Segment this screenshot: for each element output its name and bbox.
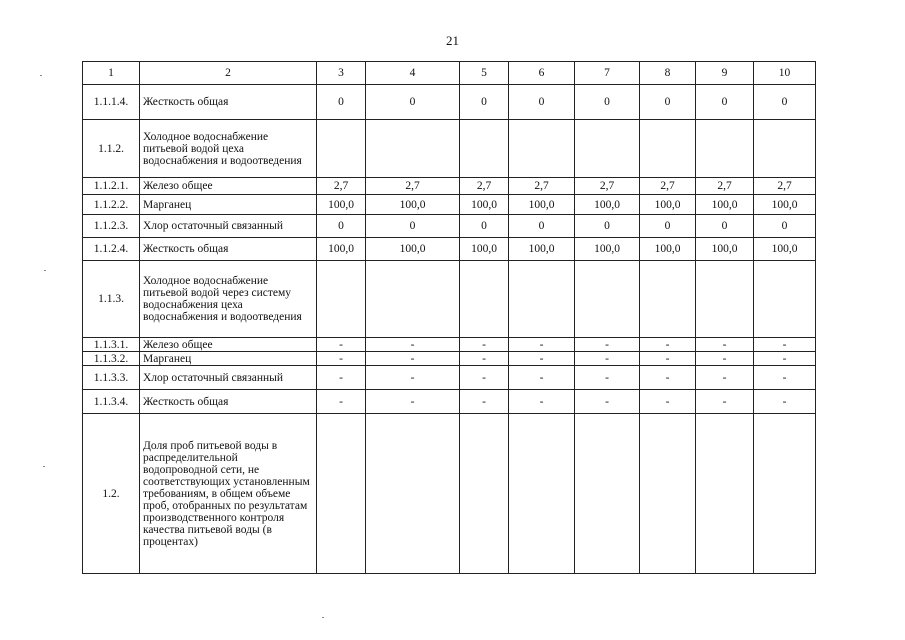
- value-cell: [696, 414, 754, 574]
- header-cell: 8: [640, 62, 696, 85]
- table-row: [83, 178, 816, 195]
- value-cell: [509, 261, 575, 338]
- value-cell: 100,0: [696, 195, 754, 215]
- page-number: 21: [446, 33, 459, 48]
- value-cell: [460, 414, 509, 574]
- value-cell: [317, 261, 366, 338]
- value-cell: 0: [317, 85, 366, 120]
- value-cell: -: [509, 366, 575, 390]
- value-cell: [640, 414, 696, 574]
- value-cell: [366, 261, 460, 338]
- value-cell: 100,0: [317, 195, 366, 215]
- value-cell: 100,0: [640, 195, 696, 215]
- value-cell: -: [366, 338, 460, 352]
- row-name: Холодное водоснабжение питьевой водой через систему водоснабжения цеха водоснабжения и водоотведения: [140, 261, 317, 338]
- value-cell: -: [317, 366, 366, 390]
- value-cell: [317, 414, 366, 574]
- value-cell: -: [509, 338, 575, 352]
- value-cell: -: [460, 338, 509, 352]
- row-code: 1.1.2.3.: [83, 215, 140, 238]
- value-cell: [754, 120, 816, 178]
- row-code: 1.1.2.: [83, 120, 140, 178]
- row-name: Железо общее: [140, 338, 317, 352]
- value-cell: [509, 120, 575, 178]
- row-name: Жесткость общая: [140, 390, 317, 414]
- value-cell: 100,0: [509, 195, 575, 215]
- value-cell: [509, 414, 575, 574]
- header-cell: 4: [366, 62, 460, 85]
- row-code: 1.2.: [83, 414, 140, 574]
- row-code: 1.1.2.1.: [83, 178, 140, 195]
- row-name: Доля проб питьевой воды в распределительной водопроводной сети, не соответствующих установленным требованиям, в общем объеме проб, отобранных по результатам производственного контроля качества питьевой воды (в процентах): [140, 414, 317, 574]
- data-table: [82, 61, 816, 574]
- table-row: [83, 352, 816, 366]
- value-cell: -: [460, 352, 509, 366]
- value-cell: 100,0: [640, 238, 696, 261]
- row-name: Жесткость общая: [140, 238, 317, 261]
- value-cell: 100,0: [460, 195, 509, 215]
- value-cell: -: [640, 338, 696, 352]
- value-cell: 2,7: [509, 178, 575, 195]
- value-cell: [575, 120, 640, 178]
- value-cell: -: [696, 366, 754, 390]
- table-row: [83, 120, 816, 178]
- row-name: Хлор остаточный связанный: [140, 215, 317, 238]
- header-cell: 1: [83, 62, 140, 85]
- header-cell: 3: [317, 62, 366, 85]
- table-row: [83, 414, 816, 574]
- value-cell: [640, 261, 696, 338]
- row-code: 1.1.3.: [83, 261, 140, 338]
- table-row: [83, 85, 816, 120]
- value-cell: 100,0: [317, 238, 366, 261]
- table-row: [83, 390, 816, 414]
- value-cell: [754, 261, 816, 338]
- value-cell: 100,0: [509, 238, 575, 261]
- value-cell: [754, 414, 816, 574]
- value-cell: 100,0: [575, 195, 640, 215]
- value-cell: -: [754, 338, 816, 352]
- value-cell: 2,7: [575, 178, 640, 195]
- value-cell: -: [509, 390, 575, 414]
- value-cell: -: [575, 390, 640, 414]
- header-cell: 6: [509, 62, 575, 85]
- value-cell: 2,7: [696, 178, 754, 195]
- value-cell: [460, 261, 509, 338]
- value-cell: 0: [460, 85, 509, 120]
- table-header-row: [83, 62, 816, 85]
- value-cell: 100,0: [696, 238, 754, 261]
- value-cell: 100,0: [575, 238, 640, 261]
- value-cell: 0: [754, 215, 816, 238]
- value-cell: -: [575, 366, 640, 390]
- row-code: 1.1.1.4.: [83, 85, 140, 120]
- value-cell: 0: [366, 215, 460, 238]
- value-cell: 0: [640, 85, 696, 120]
- value-cell: 100,0: [366, 238, 460, 261]
- table-row: [83, 338, 816, 352]
- value-cell: 0: [366, 85, 460, 120]
- row-name: Железо общее: [140, 178, 317, 195]
- value-cell: [696, 261, 754, 338]
- value-cell: 2,7: [366, 178, 460, 195]
- value-cell: -: [317, 338, 366, 352]
- header-cell: 5: [460, 62, 509, 85]
- value-cell: -: [696, 338, 754, 352]
- scan-speck: [43, 466, 45, 467]
- value-cell: [696, 120, 754, 178]
- value-cell: 100,0: [460, 238, 509, 261]
- value-cell: 100,0: [366, 195, 460, 215]
- value-cell: -: [509, 352, 575, 366]
- value-cell: [366, 414, 460, 574]
- row-name: Холодное водоснабжение питьевой водой цеха водоснабжения и водоотведения: [140, 120, 317, 178]
- value-cell: 100,0: [754, 238, 816, 261]
- value-cell: -: [640, 352, 696, 366]
- value-cell: -: [640, 366, 696, 390]
- value-cell: 0: [317, 215, 366, 238]
- value-cell: 100,0: [754, 195, 816, 215]
- value-cell: [640, 120, 696, 178]
- value-cell: [575, 261, 640, 338]
- value-cell: -: [696, 390, 754, 414]
- row-code: 1.1.3.4.: [83, 390, 140, 414]
- value-cell: [317, 120, 366, 178]
- header-cell: 7: [575, 62, 640, 85]
- table-row: [83, 261, 816, 338]
- value-cell: -: [317, 352, 366, 366]
- value-cell: [366, 120, 460, 178]
- value-cell: -: [366, 390, 460, 414]
- value-cell: 2,7: [640, 178, 696, 195]
- value-cell: -: [754, 352, 816, 366]
- value-cell: 2,7: [460, 178, 509, 195]
- value-cell: 0: [460, 215, 509, 238]
- scan-speck: [322, 617, 324, 618]
- row-name: Жесткость общая: [140, 85, 317, 120]
- row-name: Хлор остаточный связанный: [140, 366, 317, 390]
- value-cell: -: [640, 390, 696, 414]
- value-cell: -: [754, 390, 816, 414]
- value-cell: [460, 120, 509, 178]
- value-cell: -: [575, 338, 640, 352]
- row-code: 1.1.3.1.: [83, 338, 140, 352]
- header-cell: 10: [754, 62, 816, 85]
- row-code: 1.1.3.2.: [83, 352, 140, 366]
- value-cell: -: [754, 366, 816, 390]
- scan-speck: [40, 75, 42, 76]
- value-cell: 0: [640, 215, 696, 238]
- header-cell: 9: [696, 62, 754, 85]
- table-row: [83, 366, 816, 390]
- value-cell: -: [366, 366, 460, 390]
- value-cell: -: [317, 390, 366, 414]
- scan-speck: [44, 270, 46, 271]
- value-cell: -: [366, 352, 460, 366]
- row-name: Марганец: [140, 352, 317, 366]
- value-cell: -: [696, 352, 754, 366]
- value-cell: [575, 414, 640, 574]
- row-code: 1.1.2.2.: [83, 195, 140, 215]
- table-row: [83, 238, 816, 261]
- value-cell: 2,7: [754, 178, 816, 195]
- value-cell: 0: [696, 215, 754, 238]
- table-row: [83, 215, 816, 238]
- value-cell: 0: [696, 85, 754, 120]
- row-name: Марганец: [140, 195, 317, 215]
- value-cell: 0: [509, 215, 575, 238]
- value-cell: 0: [575, 215, 640, 238]
- header-cell: 2: [140, 62, 317, 85]
- row-code: 1.1.3.3.: [83, 366, 140, 390]
- value-cell: 0: [754, 85, 816, 120]
- value-cell: 2,7: [317, 178, 366, 195]
- value-cell: -: [460, 390, 509, 414]
- value-cell: -: [575, 352, 640, 366]
- value-cell: 0: [575, 85, 640, 120]
- row-code: 1.1.2.4.: [83, 238, 140, 261]
- table-row: [83, 195, 816, 215]
- value-cell: 0: [509, 85, 575, 120]
- value-cell: -: [460, 366, 509, 390]
